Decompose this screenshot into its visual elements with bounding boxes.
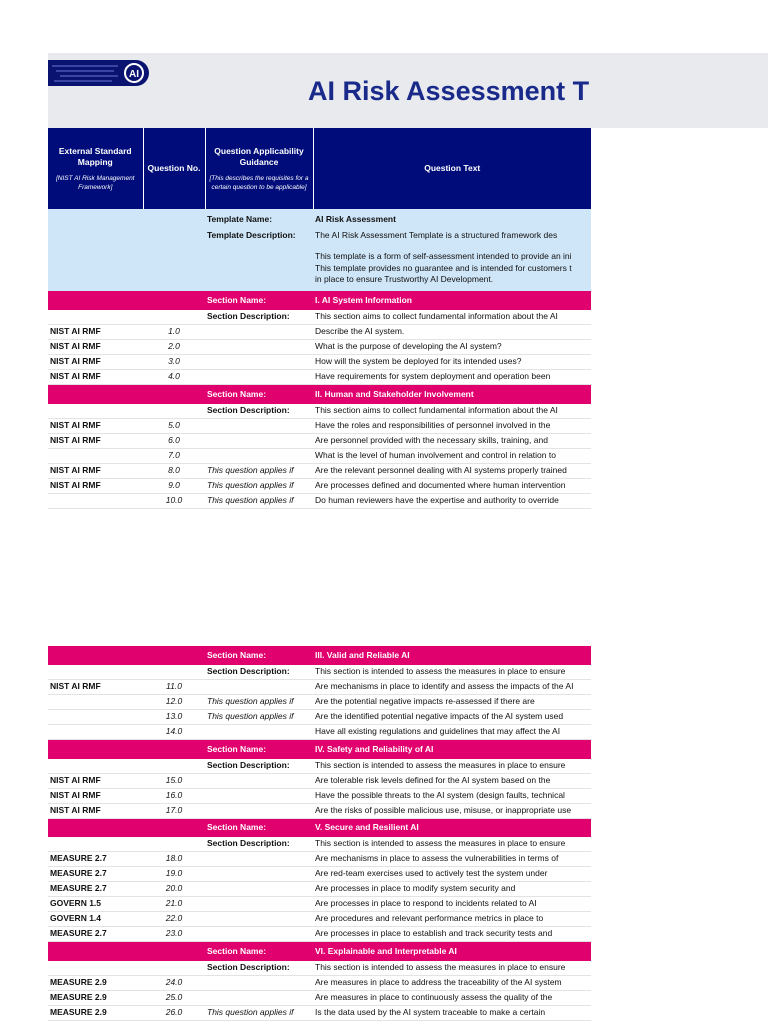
column-header-row xyxy=(48,128,591,209)
question-number-cell: 6.0 xyxy=(143,433,205,448)
question-number-cell: 3.0 xyxy=(143,355,205,370)
question-text-cell: Are processes in place to respond to incidents related to AI xyxy=(313,897,591,912)
section-name-row xyxy=(48,385,591,404)
section-table-2 xyxy=(48,646,591,1021)
question-text-cell: What is the level of human involvement and control in relation to xyxy=(313,448,591,463)
guidance-cell xyxy=(205,725,313,740)
col-header-question-no: Question No. xyxy=(143,128,205,209)
section-name-label: Section Name: xyxy=(205,740,313,759)
empty-cell xyxy=(143,665,205,680)
question-row xyxy=(48,912,591,927)
standard-mapping-cell: NIST AI RMF xyxy=(48,370,143,385)
question-row xyxy=(48,927,591,942)
question-number-cell: 8.0 xyxy=(143,463,205,478)
question-number-cell: 16.0 xyxy=(143,788,205,803)
sheet-part-2 xyxy=(48,646,591,1024)
company-logo-icon xyxy=(48,57,152,89)
empty-cell xyxy=(48,665,143,680)
guidance-cell xyxy=(205,975,313,990)
question-text-cell: Are processes in place to establish and track security tests and xyxy=(313,927,591,942)
question-number-cell: 12.0 xyxy=(143,695,205,710)
standard-mapping-cell: GOVERN 1.5 xyxy=(48,897,143,912)
template-name-label: Template Name: xyxy=(205,209,313,229)
standard-mapping-cell xyxy=(48,493,143,508)
question-text-cell: Are tolerable risk levels defined for the AI system based on the xyxy=(313,773,591,788)
question-row xyxy=(48,355,591,370)
question-text-cell: What is the purpose of developing the AI system? xyxy=(313,340,591,355)
empty-cell xyxy=(48,646,143,665)
question-row xyxy=(48,725,591,740)
guidance-cell xyxy=(205,852,313,867)
question-number-cell: 7.0 xyxy=(143,448,205,463)
guidance-cell xyxy=(205,433,313,448)
question-number-cell: 14.0 xyxy=(143,725,205,740)
section-description-row xyxy=(48,759,591,774)
empty-cell xyxy=(143,740,205,759)
question-number-cell: 17.0 xyxy=(143,803,205,818)
standard-mapping-cell: MEASURE 2.7 xyxy=(48,882,143,897)
question-row xyxy=(48,370,591,385)
standard-mapping-cell xyxy=(48,695,143,710)
question-text-cell: Are processes defined and documented where human intervention xyxy=(313,478,591,493)
standard-mapping-cell: GOVERN 1.4 xyxy=(48,912,143,927)
guidance-cell xyxy=(205,355,313,370)
standard-mapping-cell: MEASURE 2.7 xyxy=(48,852,143,867)
guidance-cell: This question applies if xyxy=(205,463,313,478)
section-description-row xyxy=(48,665,591,680)
standard-mapping-cell: NIST AI RMF xyxy=(48,803,143,818)
standard-mapping-cell xyxy=(48,725,143,740)
question-row xyxy=(48,680,591,695)
empty-cell xyxy=(143,942,205,961)
question-number-cell: 18.0 xyxy=(143,852,205,867)
question-row xyxy=(48,418,591,433)
section-description-row xyxy=(48,310,591,325)
question-number-cell: 20.0 xyxy=(143,882,205,897)
guidance-cell xyxy=(205,897,313,912)
guidance-cell xyxy=(205,990,313,1005)
standard-mapping-cell xyxy=(48,448,143,463)
sheet-part-1 xyxy=(48,128,591,532)
empty-cell xyxy=(143,291,205,310)
empty-cell xyxy=(48,961,143,976)
section-name-label: Section Name: xyxy=(205,942,313,961)
section-desc-label: Section Description: xyxy=(205,404,313,419)
section-desc-value: This section is intended to assess the measures in place to ensure xyxy=(313,665,591,680)
page-title: AI Risk Assessment T xyxy=(308,76,590,106)
template-name-value: AI Risk Assessment xyxy=(313,209,591,229)
section-name-row xyxy=(48,818,591,837)
empty-cell xyxy=(48,942,143,961)
guidance-cell xyxy=(205,927,313,942)
question-text-cell: Are the relevant personnel dealing with AI systems properly trained xyxy=(313,463,591,478)
guidance-cell xyxy=(205,803,313,818)
guidance-cell: This question applies if xyxy=(205,710,313,725)
col-header-standard: External Standard Mapping [NIST AI Risk Management Framework] xyxy=(48,128,143,209)
standard-mapping-cell: MEASURE 2.7 xyxy=(48,867,143,882)
question-text-cell: Are processes in place to modify system security and xyxy=(313,882,591,897)
empty-cell xyxy=(48,759,143,774)
guidance-cell xyxy=(205,882,313,897)
guidance-cell xyxy=(205,370,313,385)
empty-cell xyxy=(48,291,143,310)
section-name-row xyxy=(48,740,591,759)
question-number-cell: 1.0 xyxy=(143,325,205,340)
template-desc-label: Template Description: xyxy=(205,229,313,242)
question-number-cell: 22.0 xyxy=(143,912,205,927)
section-description-row xyxy=(48,404,591,419)
standard-mapping-cell: NIST AI RMF xyxy=(48,433,143,448)
standard-mapping-cell: NIST AI RMF xyxy=(48,325,143,340)
section-name-label: Section Name: xyxy=(205,385,313,404)
question-text-cell: Are measures in place to continuously assess the quality of the xyxy=(313,990,591,1005)
question-row xyxy=(48,788,591,803)
question-row xyxy=(48,493,591,508)
standard-mapping-cell: MEASURE 2.9 xyxy=(48,975,143,990)
question-text-cell: Are personnel provided with the necessary skills, training, and xyxy=(313,433,591,448)
guidance-cell xyxy=(205,788,313,803)
standard-mapping-cell: MEASURE 2.7 xyxy=(48,927,143,942)
guidance-cell xyxy=(205,418,313,433)
guidance-cell xyxy=(205,325,313,340)
section-name-row xyxy=(48,942,591,961)
question-text-cell: Describe the AI system. xyxy=(313,325,591,340)
guidance-cell: This question applies if xyxy=(205,493,313,508)
section-name-value: I. AI System Information xyxy=(313,291,591,310)
standard-mapping-cell: NIST AI RMF xyxy=(48,680,143,695)
standard-mapping-cell: MEASURE 2.9 xyxy=(48,1005,143,1020)
guidance-cell: This question applies if xyxy=(205,478,313,493)
section-name-value: III. Valid and Reliable AI xyxy=(313,646,591,665)
empty-cell xyxy=(143,310,205,325)
section-description-row xyxy=(48,961,591,976)
guidance-cell: This question applies if xyxy=(205,695,313,710)
question-text-cell: Is the data used by the AI system traceable to make a certain xyxy=(313,1005,591,1020)
question-row xyxy=(48,433,591,448)
question-number-cell: 23.0 xyxy=(143,927,205,942)
empty-cell xyxy=(48,385,143,404)
question-text-cell: Do human reviewers have the expertise and authority to override xyxy=(313,493,591,508)
question-number-cell: 13.0 xyxy=(143,710,205,725)
question-text-cell: Are the risks of possible malicious use, misuse, or inappropriate use xyxy=(313,803,591,818)
question-number-cell: 9.0 xyxy=(143,478,205,493)
question-number-cell: 21.0 xyxy=(143,897,205,912)
question-row xyxy=(48,463,591,478)
standard-mapping-cell: NIST AI RMF xyxy=(48,788,143,803)
empty-cell xyxy=(143,385,205,404)
question-number-cell: 5.0 xyxy=(143,418,205,433)
section-desc-value: This section is intended to assess the measures in place to ensure xyxy=(313,837,591,852)
template-desc-line3: This template provides no guarantee and is intended for customers t xyxy=(313,263,591,274)
guidance-cell xyxy=(205,912,313,927)
empty-cell xyxy=(143,818,205,837)
empty-cell xyxy=(48,404,143,419)
empty-cell xyxy=(48,818,143,837)
section-name-label: Section Name: xyxy=(205,646,313,665)
section-desc-value: This section is intended to assess the measures in place to ensure xyxy=(313,961,591,976)
question-number-cell: 4.0 xyxy=(143,370,205,385)
template-desc-line4: in place to ensure Trustworthy AI Development. xyxy=(313,274,591,291)
section-desc-value: This section aims to collect fundamental information about the AI xyxy=(313,310,591,325)
standard-mapping-cell: NIST AI RMF xyxy=(48,418,143,433)
section-name-value: V. Secure and Resilient AI xyxy=(313,818,591,837)
question-text-cell: Are red-team exercises used to actively test the system under xyxy=(313,867,591,882)
question-row xyxy=(48,803,591,818)
question-text-cell: Are measures in place to address the traceability of the AI system xyxy=(313,975,591,990)
guidance-cell xyxy=(205,448,313,463)
empty-cell xyxy=(143,961,205,976)
question-number-cell: 2.0 xyxy=(143,340,205,355)
question-text-cell: Are mechanisms in place to identify and assess the impacts of the AI xyxy=(313,680,591,695)
question-row xyxy=(48,852,591,867)
standard-mapping-cell: NIST AI RMF xyxy=(48,355,143,370)
empty-cell xyxy=(48,740,143,759)
question-row xyxy=(48,710,591,725)
section-desc-label: Section Description: xyxy=(205,665,313,680)
section-desc-label: Section Description: xyxy=(205,759,313,774)
section-desc-label: Section Description: xyxy=(205,310,313,325)
question-text-cell: Have the roles and responsibilities of personnel involved in the xyxy=(313,418,591,433)
question-row xyxy=(48,882,591,897)
question-number-cell: 15.0 xyxy=(143,773,205,788)
question-row xyxy=(48,773,591,788)
section-name-row xyxy=(48,646,591,665)
empty-cell xyxy=(48,310,143,325)
section-name-label: Section Name: xyxy=(205,291,313,310)
standard-mapping-cell: NIST AI RMF xyxy=(48,773,143,788)
section-description-row xyxy=(48,837,591,852)
empty-cell xyxy=(143,759,205,774)
section-name-value: II. Human and Stakeholder Involvement xyxy=(313,385,591,404)
question-text-cell: Are procedures and relevant performance metrics in place to xyxy=(313,912,591,927)
col-header-question-text: Question Text xyxy=(313,128,591,209)
question-text-cell: Are the potential negative impacts re-assessed if there are xyxy=(313,695,591,710)
question-row xyxy=(48,340,591,355)
guidance-cell: This question applies if xyxy=(205,1005,313,1020)
question-text-cell: Have the possible threats to the AI system (design faults, technical xyxy=(313,788,591,803)
guidance-cell xyxy=(205,340,313,355)
section-name-row xyxy=(48,291,591,310)
guidance-cell xyxy=(205,773,313,788)
standard-mapping-cell: NIST AI RMF xyxy=(48,340,143,355)
question-row xyxy=(48,695,591,710)
question-row xyxy=(48,897,591,912)
question-text-cell: Are the identified potential negative impacts of the AI system used xyxy=(313,710,591,725)
standard-mapping-cell: MEASURE 2.9 xyxy=(48,990,143,1005)
section-name-label: Section Name: xyxy=(205,818,313,837)
section-name-value: VI. Explainable and Interpretable AI xyxy=(313,942,591,961)
question-number-cell: 25.0 xyxy=(143,990,205,1005)
empty-cell xyxy=(143,404,205,419)
question-row xyxy=(48,325,591,340)
question-number-cell: 10.0 xyxy=(143,493,205,508)
svg-text:AI: AI xyxy=(129,69,139,80)
question-row xyxy=(48,867,591,882)
section-name-value: IV. Safety and Reliability of AI xyxy=(313,740,591,759)
question-text-cell: Are mechanisms in place to assess the vulnerabilities in terms of xyxy=(313,852,591,867)
guidance-cell xyxy=(205,680,313,695)
standard-mapping-cell: NIST AI RMF xyxy=(48,463,143,478)
section-desc-label: Section Description: xyxy=(205,961,313,976)
standard-mapping-cell xyxy=(48,710,143,725)
empty-cell xyxy=(48,837,143,852)
question-text-cell: How will the system be deployed for its intended uses? xyxy=(313,355,591,370)
section-desc-value: This section aims to collect fundamental information about the AI xyxy=(313,404,591,419)
question-row xyxy=(48,1005,591,1020)
empty-cell xyxy=(143,646,205,665)
question-text-cell: Have all existing regulations and guidelines that may affect the AI xyxy=(313,725,591,740)
standard-mapping-cell: NIST AI RMF xyxy=(48,478,143,493)
empty-cell xyxy=(143,837,205,852)
template-desc-line1: The AI Risk Assessment Template is a structured framework des xyxy=(313,229,591,242)
question-number-cell: 19.0 xyxy=(143,867,205,882)
question-number-cell: 11.0 xyxy=(143,680,205,695)
template-desc-line2: This template is a form of self-assessment intended to provide an ini xyxy=(313,242,591,263)
template-info xyxy=(48,209,591,291)
question-row xyxy=(48,975,591,990)
question-row xyxy=(48,990,591,1005)
question-row xyxy=(48,478,591,493)
question-number-cell: 24.0 xyxy=(143,975,205,990)
section-desc-value: This section is intended to assess the measures in place to ensure xyxy=(313,759,591,774)
question-text-cell: Have requirements for system deployment and operation been xyxy=(313,370,591,385)
question-number-cell: 26.0 xyxy=(143,1005,205,1020)
section-desc-label: Section Description: xyxy=(205,837,313,852)
guidance-cell xyxy=(205,867,313,882)
section-table-1 xyxy=(48,291,591,509)
col-header-guidance: Question Applicability Guidance [This describes the requisites for a certain question to be applicable] xyxy=(205,128,313,209)
question-row xyxy=(48,448,591,463)
